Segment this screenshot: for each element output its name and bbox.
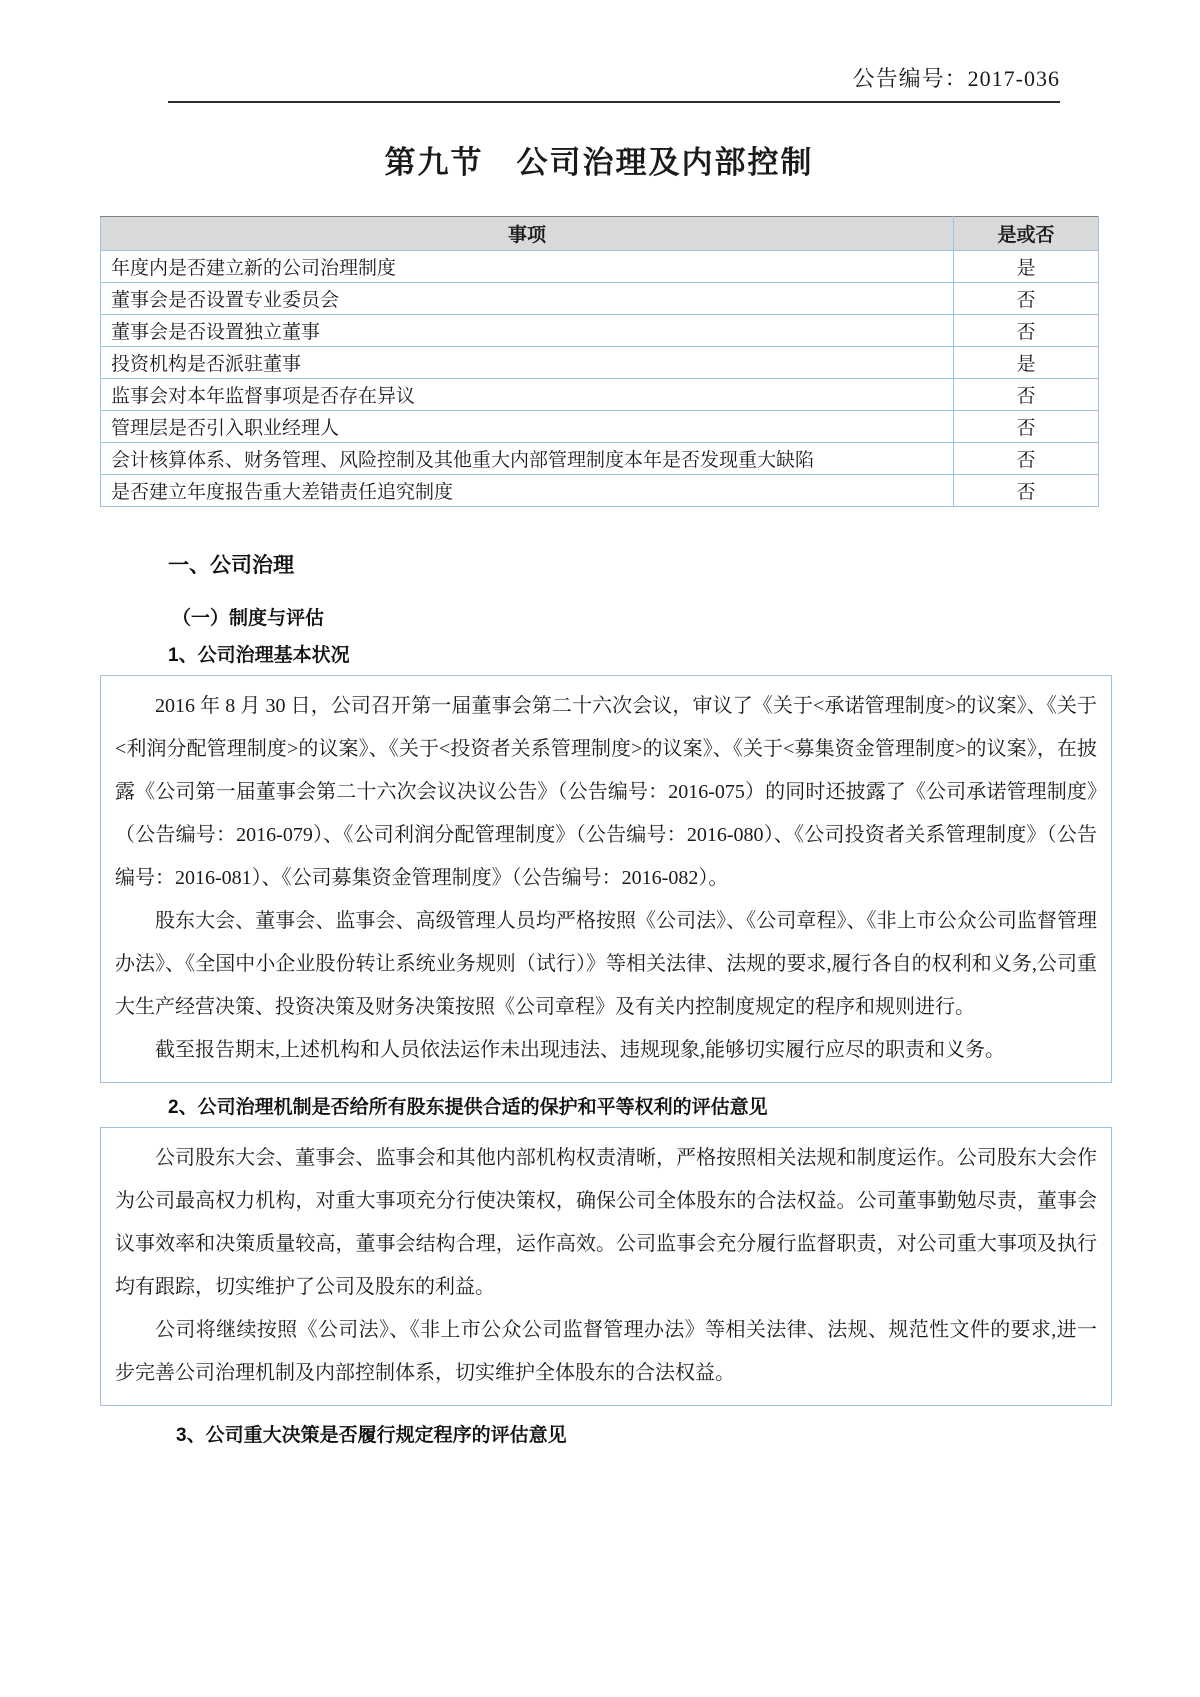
- mechanism-evaluation-text-box: [100, 1127, 1112, 1406]
- table-row: [101, 315, 1099, 347]
- subsection-heading-basic-status: 1、公司治理基本状况: [168, 645, 350, 666]
- answer-cell: 否: [954, 379, 1099, 411]
- paragraph: 股东大会、董事会、监事会、高级管理人员均严格按照《公司法》、《公司章程》、《非上市公众公司监督管理办法》、《全国中小企业股份转让系统业务规则（试行）》等相关法律、法规的要求,履行各自的权利和义务,公司重大生产经营决策、投资决策及财务决策按照《公司章程》及有关内控制度规定的程序和规则进行。: [115, 910, 1097, 1018]
- table-row: [101, 283, 1099, 315]
- table-row: [101, 379, 1099, 411]
- paragraph: 截至报告期末,上述机构和人员依法运作未出现违法、违规现象,能够切实履行应尽的职责和义务。: [155, 1039, 1005, 1061]
- paragraph: 公司将继续按照《公司法》、《非上市公众公司监督管理办法》等相关法律、法规、规范性文件的要求,进一步完善公司治理机制及内部控制体系，切实维护全体股东的合法权益。: [115, 1319, 1097, 1384]
- governance-questions-table: [100, 216, 1099, 507]
- paragraph: 公司股东大会、董事会、监事会和其他内部机构权责清晰，严格按照相关法规和制度运作。公司股东大会作为公司最高权力机构，对重大事项充分行使决策权，确保公司全体股东的合法权益。公司董事勤勉尽责，董事会议事效率和决策质量较高，董事会结构合理，运作高效。公司监事会充分履行监督职责，对公司重大事项及执行均有跟踪，切实维护了公司及股东的利益。: [115, 1147, 1097, 1298]
- subsection-heading-institution: （一）制度与评估: [172, 608, 325, 629]
- table-row: [101, 411, 1099, 443]
- item-cell: 监事会对本年监督事项是否存在异议: [101, 379, 954, 411]
- item-cell: 董事会是否设置专业委员会: [101, 283, 954, 315]
- table-row: [101, 475, 1099, 507]
- subsection-heading-mechanism: 2、公司治理机制是否给所有股东提供合适的保护和平等权利的评估意见: [168, 1097, 768, 1118]
- table-row: [101, 443, 1099, 475]
- header-divider: [168, 101, 1060, 103]
- column-header-answer: 是或否: [954, 217, 1099, 251]
- page-title: 第九节 公司治理及内部控制: [384, 145, 814, 180]
- item-cell: 年度内是否建立新的公司治理制度: [101, 251, 954, 283]
- table-row: [101, 347, 1099, 379]
- answer-cell: 否: [954, 411, 1099, 443]
- answer-cell: 否: [954, 475, 1099, 507]
- answer-cell: 否: [954, 315, 1099, 347]
- item-cell: 会计核算体系、财务管理、风险控制及其他重大内部管理制度本年是否发现重大缺陷: [101, 443, 954, 475]
- basic-status-text-box: [100, 675, 1112, 1083]
- answer-cell: 否: [954, 443, 1099, 475]
- answer-cell: 否: [954, 283, 1099, 315]
- answer-cell: 是: [954, 347, 1099, 379]
- announcement-number: 公告编号：2017-036: [852, 66, 1060, 91]
- column-header-item: 事项: [101, 217, 954, 251]
- table-header-row: [101, 217, 1099, 251]
- item-cell: 是否建立年度报告重大差错责任追究制度: [101, 475, 954, 507]
- item-cell: 管理层是否引入职业经理人: [101, 411, 954, 443]
- section-heading-governance: 一、公司治理: [168, 554, 294, 577]
- item-cell: 董事会是否设置独立董事: [101, 315, 954, 347]
- paragraph: 2016 年 8 月 30 日，公司召开第一届董事会第二十六次会议，审议了《关于<承诺管理制度>的议案》、《关于<利润分配管理制度>的议案》、《关于<投资者关系管理制度>的议案》、《关于<募集资金管理制度>的议案》，在披露《公司第一届董事会第二十六次会议决议公告》（公告编号：2016-075）的同时还披露了《公司承诺管理制度》（公告编号：2016-079）、《公司利润分配管理制度》（公告编号：2016-080）、《公司投资者关系管理制度》（公告编号：2016-081）、《公司募集资金管理制度》（公告编号：2016-082）。: [115, 695, 1097, 889]
- answer-cell: 是: [954, 251, 1099, 283]
- table-row: [101, 251, 1099, 283]
- item-cell: 投资机构是否派驻董事: [101, 347, 954, 379]
- subsection-heading-major-decision: 3、公司重大决策是否履行规定程序的评估意见: [176, 1425, 567, 1446]
